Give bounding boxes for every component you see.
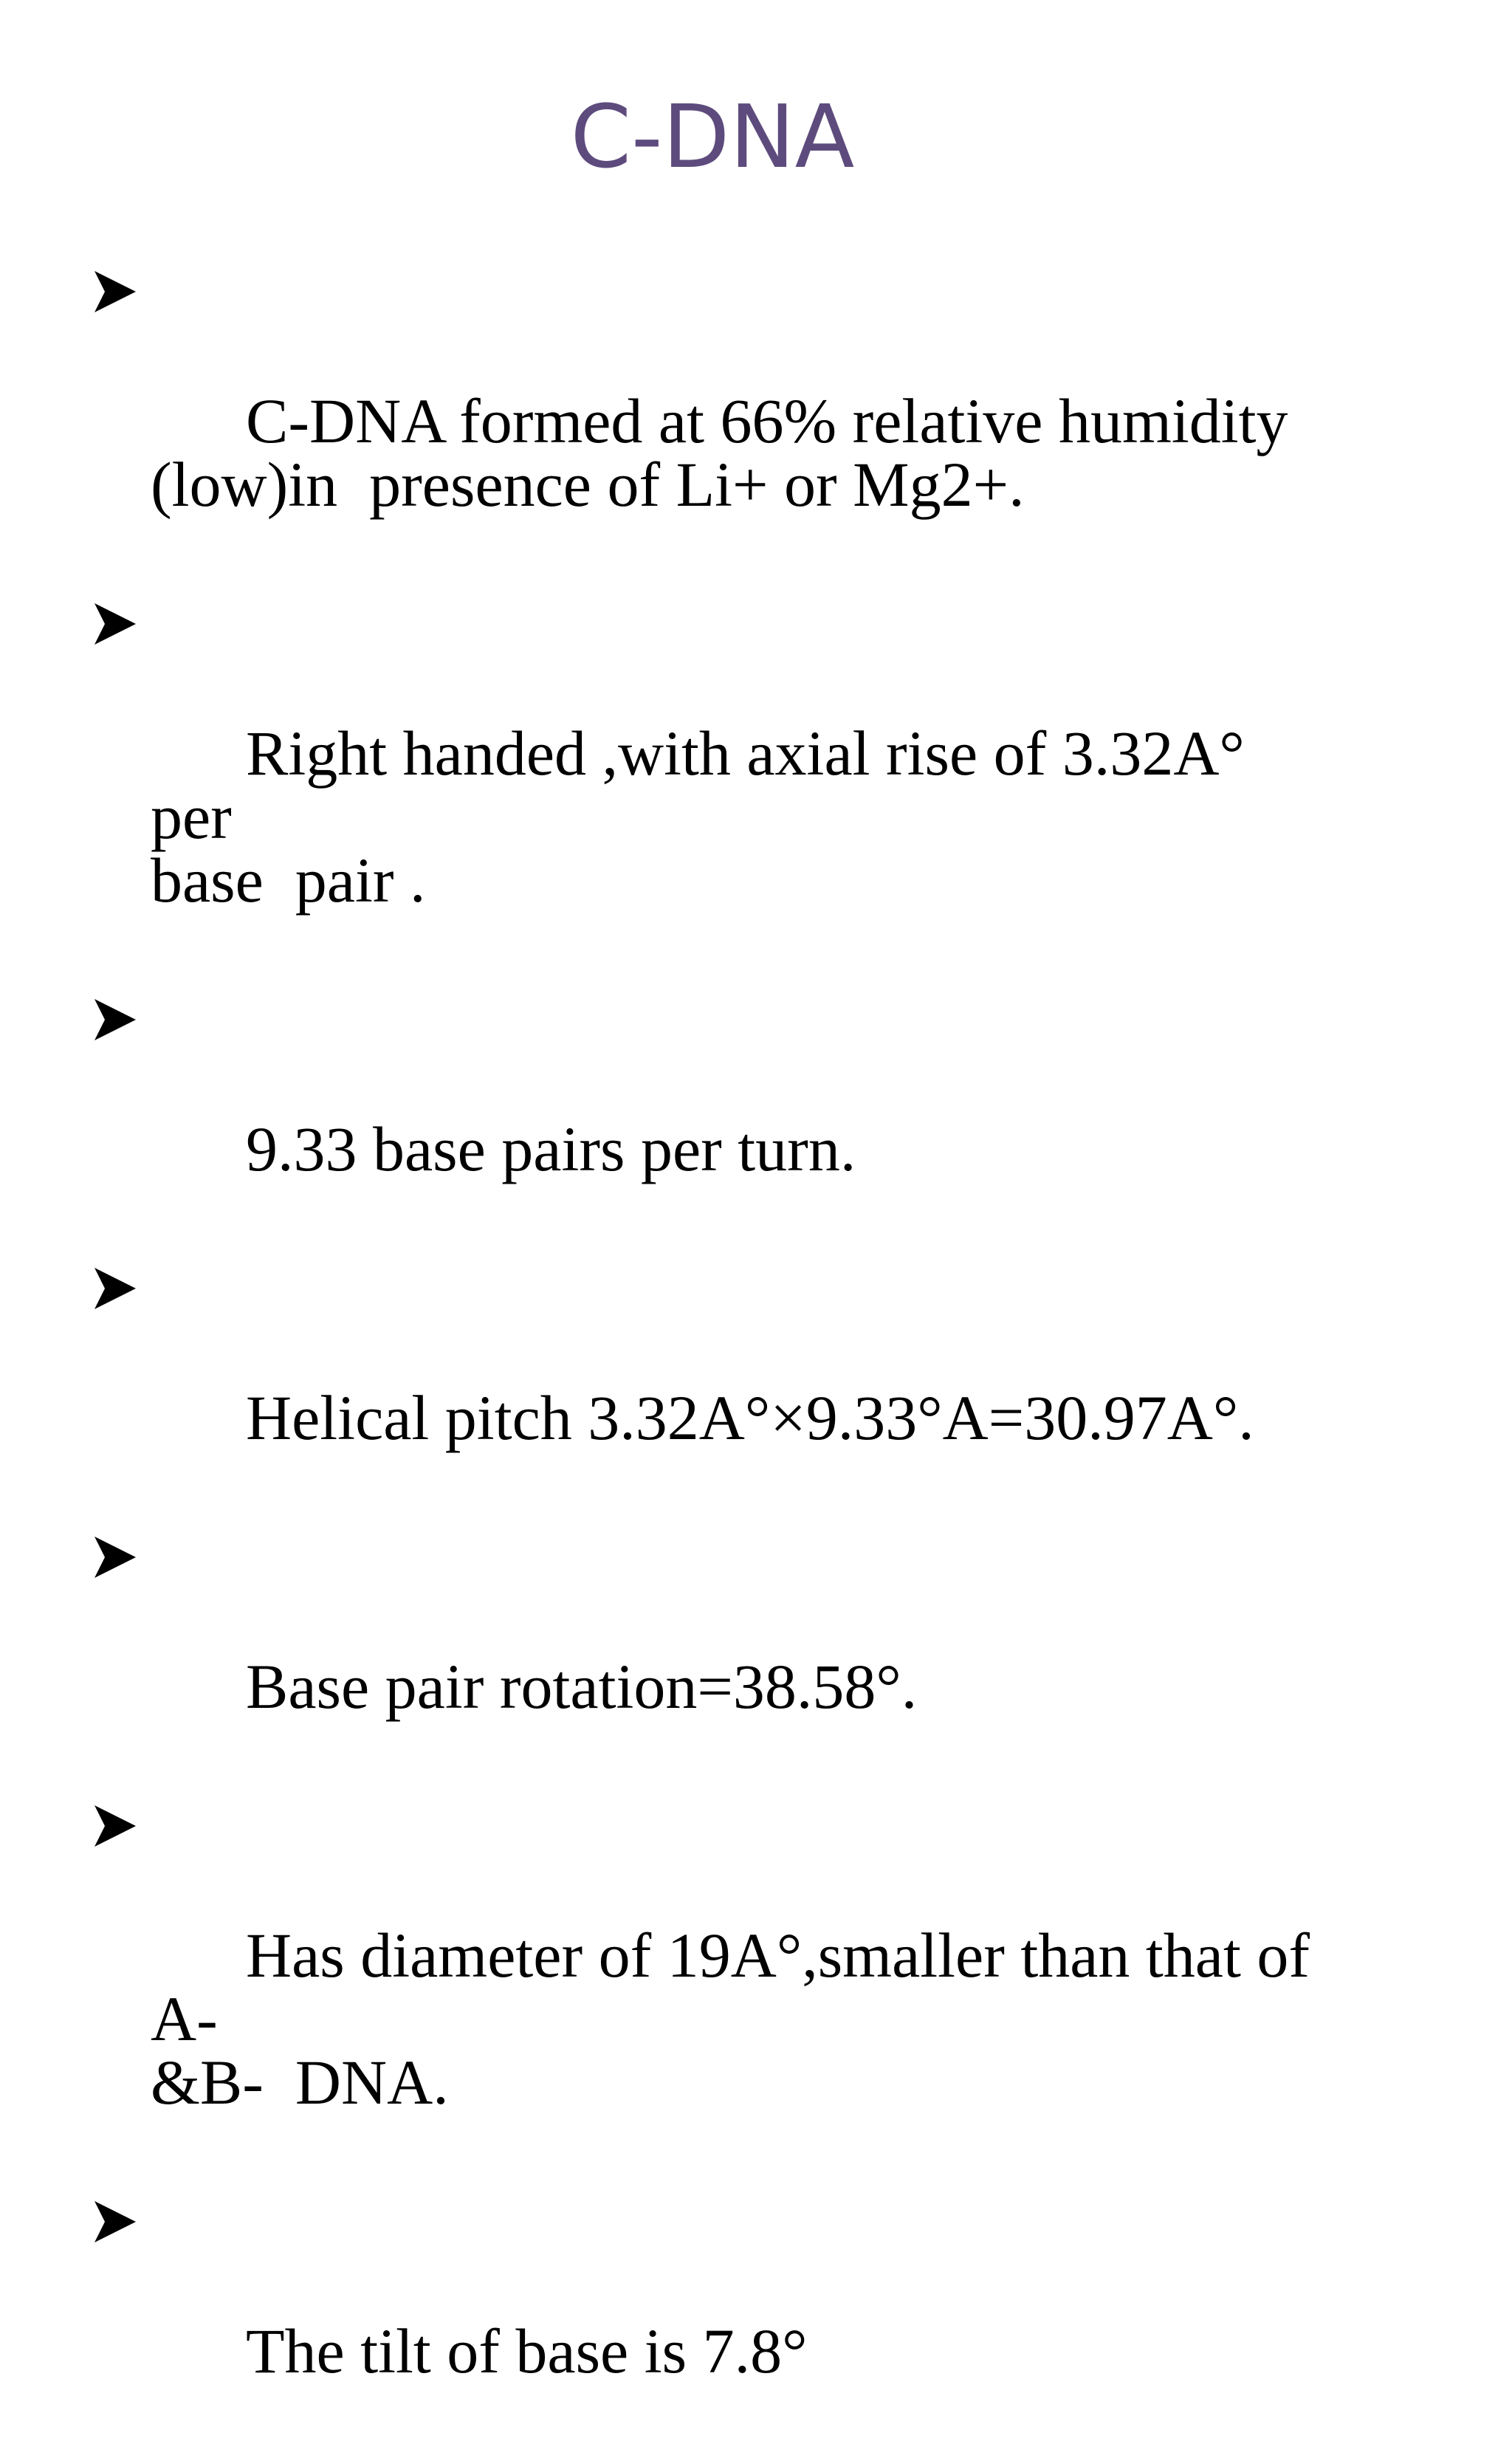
arrowhead-bullet-icon [93,1804,137,1848]
bullet-item [93,1259,1333,1513]
bullet-text: Helical pitch 3.32A°×9.33°A=30.97A°. [246,1382,1254,1453]
arrowhead-bullet-icon [93,270,137,314]
bullet-item [93,2192,1333,2446]
arrowhead-bullet-icon [93,1266,137,1311]
bullet-text: The tilt of base is 7.8° [246,2316,808,2386]
arrowhead-bullet-icon [93,1535,137,1579]
arrowhead-bullet-icon [93,602,137,646]
bullet-item [93,262,1333,580]
bullet-list [93,262,1333,2461]
arrowhead-bullet-icon [93,998,137,1042]
bullet-item [93,594,1333,975]
bullet-text: C-DNA formed at 66% relative humidity (low)in presence of Li+ or Mg2+. [151,385,1288,520]
bullet-item [93,1796,1333,2177]
bullet-item [93,990,1333,1244]
bullet-item [93,1528,1333,1782]
bullet-text: Right handed ,with axial rise of 3.32A° per base pair . [151,718,1245,916]
bullet-text: Base pair rotation=38.58°. [246,1651,918,1722]
slide-title: C-DNA [570,86,855,188]
bullet-text: Has diameter of 19A°,smaller than that of A- &B- DNA. [151,1920,1310,2118]
arrowhead-bullet-icon [93,2200,137,2244]
bullet-text: 9.33 base pairs per turn. [246,1113,856,1184]
